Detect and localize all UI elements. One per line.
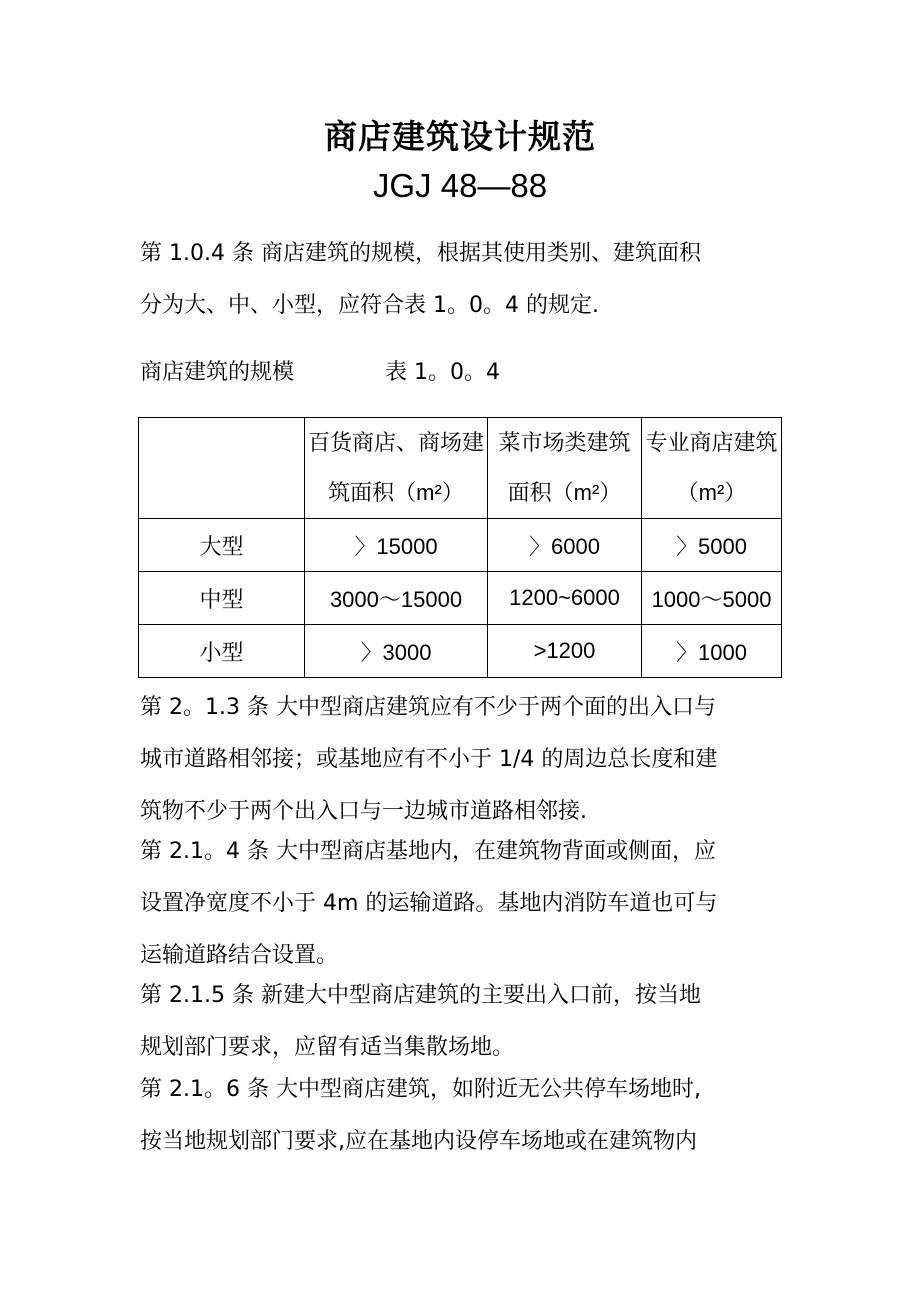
clause-line: 规划部门要求，应留有适当集散场地。	[140, 1035, 515, 1060]
clause-line: 按当地规划部门要求,应在基地内设停车场地或在建筑物内	[140, 1129, 697, 1154]
table-cell: 〉1000	[642, 625, 782, 678]
table-row	[139, 519, 782, 572]
table-cell: 〉15000	[305, 519, 488, 572]
table-cell: >1200	[488, 625, 642, 678]
clause-2-1-4	[140, 826, 790, 982]
table-caption-title: 商店建筑的规模	[140, 360, 295, 385]
standard-code: JGJ 48—88	[372, 167, 548, 204]
clause-line: 第 2.1。6 条 大中型商店建筑，如附近无公共停车场地时,	[140, 1077, 701, 1102]
document-title: 商店建筑设计规范	[324, 117, 596, 156]
clause-line: 分为大、中、小型，应符合表 1。0。4 的规定.	[140, 293, 599, 318]
clause-2-1-3	[140, 682, 790, 838]
table-caption	[140, 347, 500, 399]
table-cell: 〉3000	[305, 625, 488, 678]
table-header-cell	[642, 418, 782, 519]
table-header-cell	[139, 418, 305, 519]
table-header-cell	[305, 418, 488, 519]
clause-line: 设置净宽度不小于 4m 的运输道路。基地内消防车道也可与	[140, 891, 718, 916]
header-text: 百货商店、商场建筑面积（m²）	[307, 430, 484, 505]
clause-line: 第 2。1.3 条 大中型商店建筑应有不少于两个面的出入口与	[140, 695, 716, 720]
table-cell: 3000～15000	[305, 572, 488, 625]
table-cell: 〉5000	[642, 519, 782, 572]
header-text: 菜市场类建筑面积（m²）	[498, 430, 631, 505]
clause-line: 筑物不少于两个出入口与一边城市道路相邻接.	[140, 799, 587, 824]
clause-line: 第 2.1。4 条 大中型商店基地内，在建筑物背面或侧面，应	[140, 839, 716, 864]
table-cell: 1200~6000	[488, 572, 642, 625]
clause-line: 运输道路结合设置。	[140, 943, 339, 968]
clause-line: 城市道路相邻接；或基地应有不小于 1/4 的周边总长度和建	[140, 747, 718, 772]
scale-table	[138, 417, 782, 678]
table-header-row	[139, 418, 782, 519]
row-label: 中型	[139, 572, 305, 625]
table-header-cell	[488, 418, 642, 519]
clause-1-0-4	[140, 228, 790, 332]
table-row	[139, 625, 782, 678]
header-text: 专业商店建筑（m²）	[645, 430, 778, 505]
row-label: 大型	[139, 519, 305, 572]
table-cell: 〉6000	[488, 519, 642, 572]
clause-2-1-6	[140, 1064, 790, 1168]
row-label: 小型	[139, 625, 305, 678]
clause-line: 第 2.1.5 条 新建大中型商店建筑的主要出入口前，按当地	[140, 983, 701, 1008]
clause-line: 第 1.0.4 条 商店建筑的规模，根据其使用类别、建筑面积	[140, 241, 701, 266]
table-cell: 1000～5000	[642, 572, 782, 625]
table-row	[139, 572, 782, 625]
table-caption-number: 表 1。0。4	[385, 360, 500, 385]
clause-2-1-5	[140, 970, 790, 1074]
